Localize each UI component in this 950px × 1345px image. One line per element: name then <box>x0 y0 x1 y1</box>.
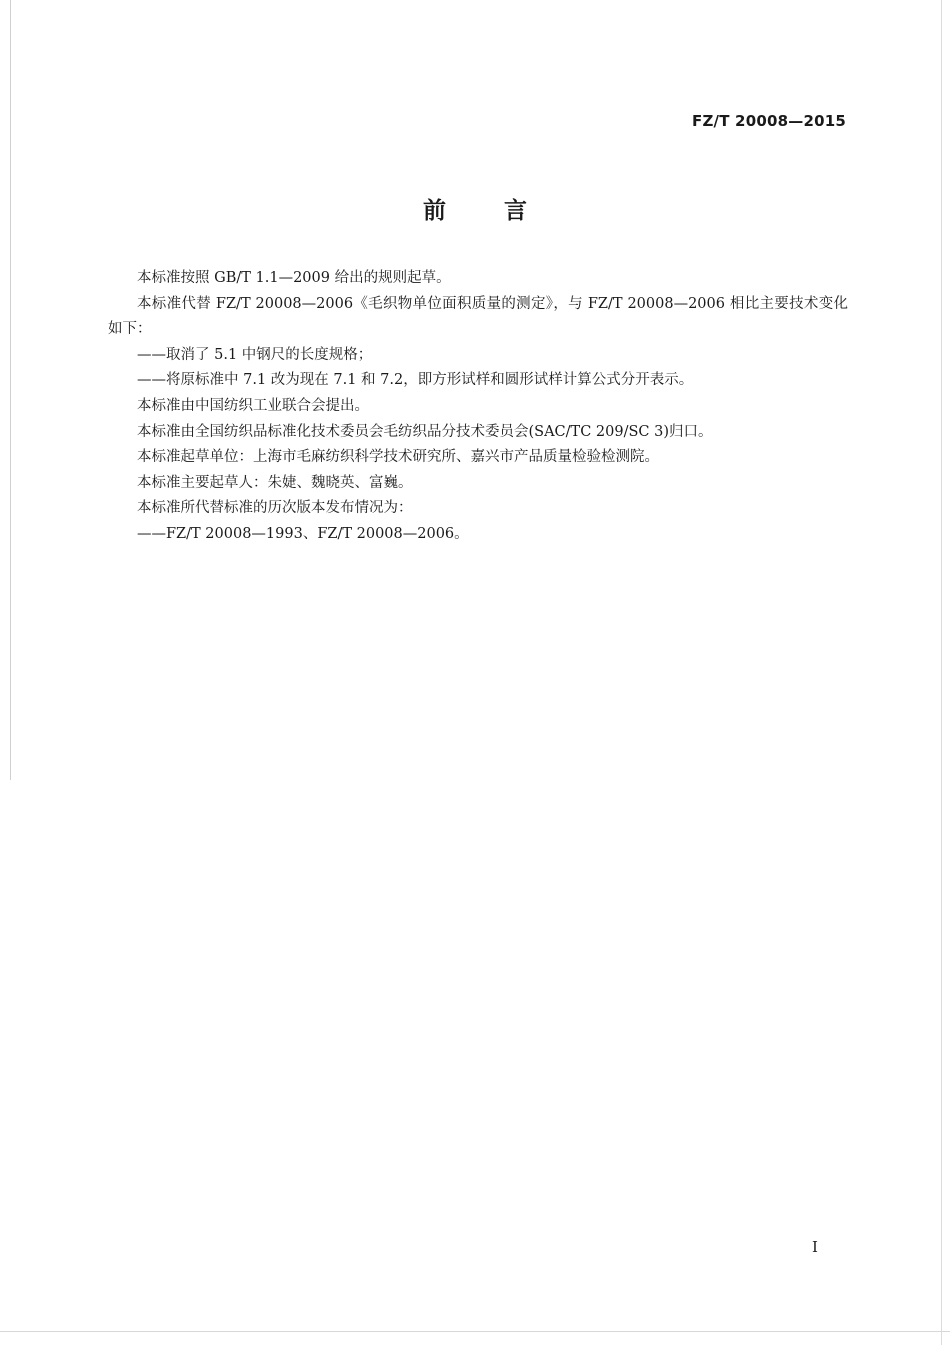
document-code: FZ/T 20008—2015 <box>692 112 846 130</box>
scan-edge-bottom <box>0 1331 950 1332</box>
scan-edge-left <box>10 0 11 780</box>
paragraph-committee: 本标准由全国纺织品标准化技术委员会毛纺织品分技术委员会(SAC/TC 209/SC 3)归口。 <box>137 423 713 440</box>
foreword-body <box>108 266 848 548</box>
list-item-history: ——FZ/T 20008—1993、FZ/T 20008—2006。 <box>137 525 469 542</box>
list-item-change-2: ——将原标准中 7.1 改为现在 7.1 和 7.2，即方形试样和圆形试样计算公式分开表示。 <box>137 372 694 389</box>
paragraph-drafting-units: 本标准起草单位：上海市毛麻纺织科学技术研究所、嘉兴市产品质量检验检测院。 <box>137 449 659 466</box>
page-number: I <box>812 1238 818 1256</box>
page-title: 前言 <box>423 198 585 224</box>
list-item-change-1: ——取消了 5.1 中钢尺的长度规格； <box>137 346 373 363</box>
paragraph-drafting-rules: 本标准按照 GB/T 1.1—2009 给出的规则起草。 <box>137 270 451 286</box>
paragraph-proposer: 本标准由中国纺织工业联合会提出。 <box>137 397 369 414</box>
paragraph-history: 本标准所代替标准的历次版本发布情况为： <box>137 500 413 517</box>
paragraph-replacement: 本标准代替 FZ/T 20008—2006《毛织物单位面积质量的测定》，与 FZ/T 20008—2006 相比主要技术变化如下： <box>108 295 848 338</box>
paragraph-drafters: 本标准主要起草人：朱婕、魏晓英、富巍。 <box>137 474 413 491</box>
